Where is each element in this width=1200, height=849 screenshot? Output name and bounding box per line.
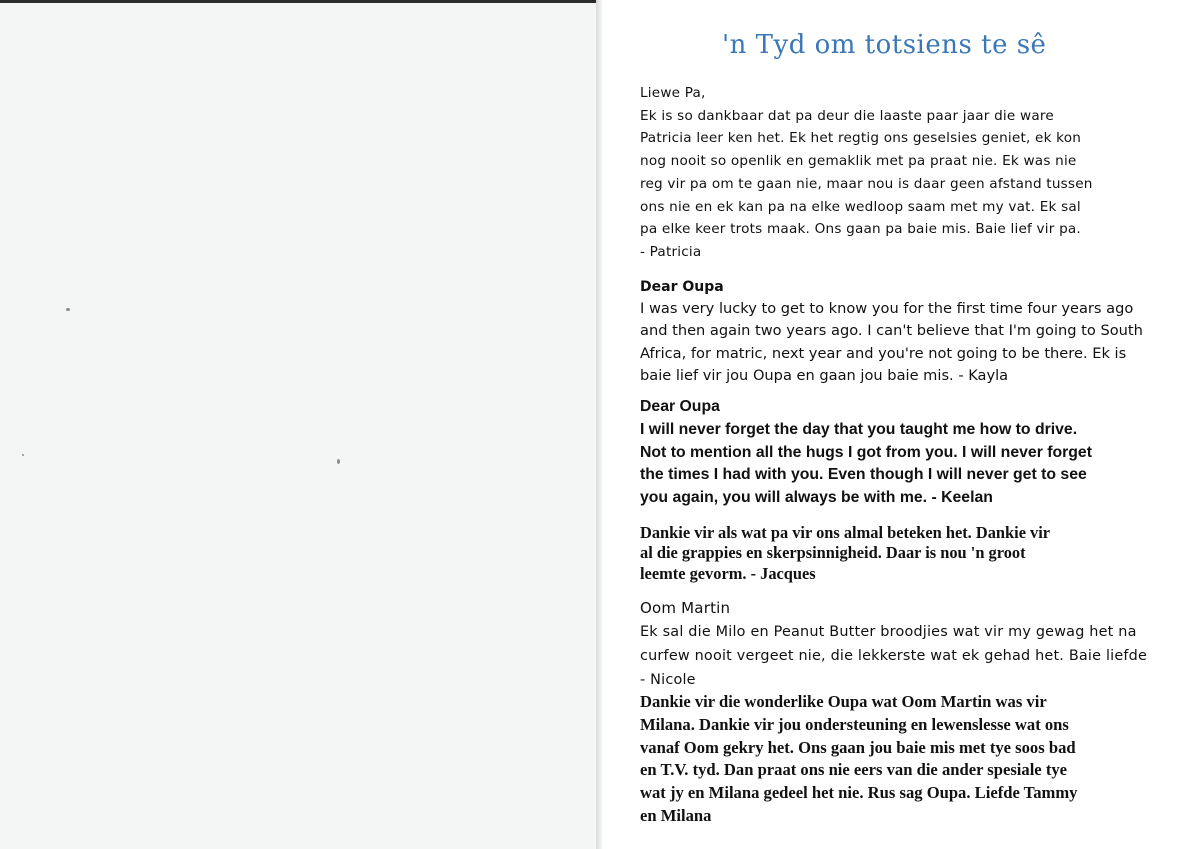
- scan-speck: [66, 308, 70, 311]
- message-nicole: [640, 596, 1170, 692]
- message-tammy-milana: [640, 691, 1170, 828]
- message-line: curfew nooit vergeet nie, die lekkerste wat ek gehad het. Baie liefde: [640, 648, 1148, 664]
- message-line: Ek sal die Milo en Peanut Butter broodjies wat vir my gewag het na: [640, 624, 1137, 640]
- message-line: Liewe Pa,: [640, 85, 706, 101]
- message-line: vanaf Oom gekry het. Ons gaan jou baie mis met tye soos bad: [640, 737, 1076, 757]
- scan-speck: [337, 459, 340, 464]
- message-line: Dankie vir als wat pa vir ons almal beteken het. Dankie vir: [640, 523, 1051, 542]
- message-heading: Oom Martin: [640, 599, 731, 617]
- message-line: nog nooit so openlik en gemaklik met pa praat nie. Ek was nie: [640, 153, 1077, 170]
- message-line: you again, you will always be with me. - Keelan: [640, 489, 993, 507]
- message-line: I was very lucky to get to know you for the first time four years ago: [640, 300, 1134, 318]
- message-line: Not to mention all the hugs I got from you. I will never forget: [640, 443, 1092, 461]
- message-line: baie lief vir jou Oupa en gaan jou baie mis. - Kayla: [640, 366, 1009, 384]
- message-line: Dankie vir die wonderlike Oupa wat Oom Martin was vir: [640, 692, 1047, 711]
- page-title: 'n Tyd om totsiens te sê: [722, 30, 1047, 60]
- message-line: reg vir pa om te gaan nie, maar nou is daar geen afstand tussen: [640, 175, 1093, 192]
- message-line: leemte gevorm. - Jacques: [640, 563, 816, 583]
- message-line: en Milana: [640, 805, 712, 825]
- message-line: wat jy en Milana gedeel het nie. Rus sag Oupa. Liefde Tammy: [640, 783, 1078, 803]
- message-heading: Dear Oupa: [640, 279, 724, 295]
- message-line: ons nie en ek kan pa na elke wedloop saam met my vat. Ek sal: [640, 198, 1081, 215]
- message-line: Patricia leer ken het. Ek het regtig ons geselsies geniet, ek kon: [640, 130, 1082, 147]
- message-line: Milana. Dankie vir jou ondersteuning en lewenslesse wat ons: [640, 714, 1069, 734]
- message-jacques: [640, 523, 1170, 584]
- message-line: the times I had with you. Even though I will never get to see: [640, 466, 1087, 484]
- scan-speck: [22, 454, 24, 456]
- message-line: - Nicole: [640, 672, 696, 688]
- message-patricia: [640, 82, 1170, 264]
- message-line: pa elke keer trots maak. Ons gaan pa baie mis. Baie lief vir pa.: [640, 221, 1081, 238]
- left-page-blank: [0, 3, 596, 849]
- message-kayla: [640, 276, 1170, 387]
- message-line: and then again two years ago. I can't believe that I'm going to South: [640, 322, 1143, 340]
- message-line: en T.V. tyd. Dan praat ons nie eers van die ander spesiale tye: [640, 760, 1068, 780]
- message-line: I will never forget the day that you taught me how to drive.: [640, 420, 1078, 438]
- message-line: - Patricia: [640, 243, 702, 260]
- message-line: Ek is so dankbaar dat pa deur die laaste paar jaar die ware: [640, 107, 1054, 124]
- message-heading: Dear Oupa: [640, 398, 720, 415]
- message-line: al die grappies en skerpsinnigheid. Daar is nou 'n groot: [640, 543, 1026, 563]
- message-line: Africa, for matric, next year and you're not going to be there. Ek is: [640, 344, 1127, 362]
- message-keelan: [640, 396, 1170, 510]
